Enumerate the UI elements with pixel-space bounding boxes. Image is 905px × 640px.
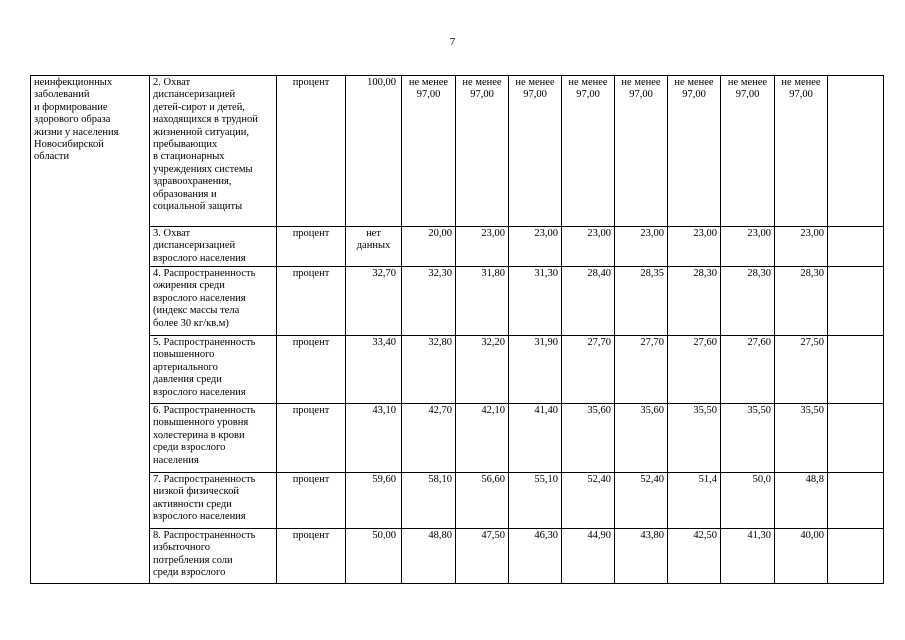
table-row <box>31 529 884 584</box>
value-cell: 27,50 <box>775 336 828 404</box>
page-number: 7 <box>449 36 456 48</box>
value-cell: 28,35 <box>615 267 668 336</box>
unit-cell: процент <box>277 473 346 529</box>
value-cell: 27,60 <box>668 336 721 404</box>
base-value-cell: 59,60 <box>346 473 402 529</box>
value-cell: 23,00 <box>775 227 828 267</box>
value-cell: 52,40 <box>615 473 668 529</box>
empty-cell <box>828 473 884 529</box>
table-row <box>31 404 884 473</box>
indicator-name: 2. Охват диспансеризацией детей-сирот и детей, находящихся в трудной жизненной ситуации, пребывающих в стационарных учреждениях системы здравоохранения, образования и социальной защиты <box>153 77 258 213</box>
value-cell: 23,00 <box>615 227 668 267</box>
value-cell: не менее 97,00 <box>621 77 661 101</box>
value-cell: 42,70 <box>402 404 456 473</box>
value-cell: 42,50 <box>668 529 721 584</box>
value-cell: 40,00 <box>775 529 828 584</box>
value-cell: 58,10 <box>402 473 456 529</box>
value-cell: 46,30 <box>509 529 562 584</box>
value-cell: 48,8 <box>775 473 828 529</box>
empty-cell <box>828 529 884 584</box>
indicator-name: 3. Охват диспансеризацией взрослого населения <box>153 228 246 264</box>
value-cell: не менее 97,00 <box>727 77 768 101</box>
value-cell: 35,60 <box>615 404 668 473</box>
unit-cell: процент <box>277 267 346 336</box>
base-value-cell: 100,00 <box>346 76 402 227</box>
table-row <box>31 76 884 227</box>
empty-cell <box>828 227 884 267</box>
indicator-name: 6. Распространенность повышенного уровня холестерина в крови среди взрослого населения <box>153 405 256 466</box>
value-cell: 27,70 <box>615 336 668 404</box>
value-cell: 35,50 <box>721 404 775 473</box>
value-cell: 47,50 <box>456 529 509 584</box>
value-cell: не менее 97,00 <box>568 77 608 101</box>
value-cell: не менее 97,00 <box>462 77 502 101</box>
value-cell: 23,00 <box>509 227 562 267</box>
value-cell: 50,0 <box>721 473 775 529</box>
base-value-cell: 33,40 <box>346 336 402 404</box>
value-cell: 32,80 <box>402 336 456 404</box>
table-row <box>31 336 884 404</box>
indicators-table <box>30 75 884 584</box>
empty-cell <box>828 404 884 473</box>
empty-cell <box>828 336 884 404</box>
value-cell: 20,00 <box>402 227 456 267</box>
value-cell: 31,30 <box>509 267 562 336</box>
value-cell: 42,10 <box>456 404 509 473</box>
empty-cell <box>828 267 884 336</box>
base-value-cell: 43,10 <box>346 404 402 473</box>
value-cell: 28,30 <box>775 267 828 336</box>
value-cell: 41,40 <box>509 404 562 473</box>
empty-cell <box>828 76 884 227</box>
indicator-name: 8. Распространенность избыточного потребления соли среди взрослого <box>153 530 256 579</box>
value-cell: 23,00 <box>668 227 721 267</box>
value-cell: 32,20 <box>456 336 509 404</box>
value-cell: 32,30 <box>402 267 456 336</box>
value-cell: 31,90 <box>509 336 562 404</box>
value-cell: 41,30 <box>721 529 775 584</box>
value-cell: 28,30 <box>668 267 721 336</box>
unit-cell: процент <box>277 336 346 404</box>
value-cell: 55,10 <box>509 473 562 529</box>
unit-cell: процент <box>277 227 346 267</box>
unit-cell: процент <box>277 529 346 584</box>
value-cell: 27,70 <box>562 336 615 404</box>
value-cell: 28,40 <box>562 267 615 336</box>
table-row <box>31 227 884 267</box>
value-cell: 28,30 <box>721 267 775 336</box>
value-cell: 35,50 <box>775 404 828 473</box>
base-value-cell: 32,70 <box>346 267 402 336</box>
value-cell: 23,00 <box>562 227 615 267</box>
value-cell: 52,40 <box>562 473 615 529</box>
value-cell: не менее 97,00 <box>781 77 821 101</box>
base-value-cell: 50,00 <box>346 529 402 584</box>
value-cell: 43,80 <box>615 529 668 584</box>
unit-cell: процент <box>277 76 346 227</box>
value-cell: не менее 97,00 <box>674 77 714 101</box>
table-row <box>31 267 884 336</box>
indicator-name: 5. Распространенность повышенного артериального давления среди взрослого населения <box>153 337 256 398</box>
value-cell: 48,80 <box>402 529 456 584</box>
value-cell: 31,80 <box>456 267 509 336</box>
goal-text: неинфекционных заболеваний и формирование здорового образа жизни у населения Новосибирской области <box>34 77 119 163</box>
value-cell: 51,4 <box>668 473 721 529</box>
value-cell: 23,00 <box>721 227 775 267</box>
value-cell: не менее 97,00 <box>515 77 555 101</box>
value-cell: 44,90 <box>562 529 615 584</box>
unit-cell: процент <box>277 404 346 473</box>
value-cell: не менее 97,00 <box>408 77 449 101</box>
value-cell: 35,50 <box>668 404 721 473</box>
value-cell: 35,60 <box>562 404 615 473</box>
table-row <box>31 473 884 529</box>
goal-cell <box>31 76 150 584</box>
value-cell: 23,00 <box>456 227 509 267</box>
value-cell: 27,60 <box>721 336 775 404</box>
value-cell: 56,60 <box>456 473 509 529</box>
indicator-name: 7. Распространенность низкой физической активности среди взрослого населения <box>153 474 256 523</box>
indicator-name: 4. Распространенность ожирения среди взрослого населения (индекс массы тела более 30 кг/кв.м) <box>153 268 256 329</box>
base-value-cell: нет данных <box>356 228 391 252</box>
